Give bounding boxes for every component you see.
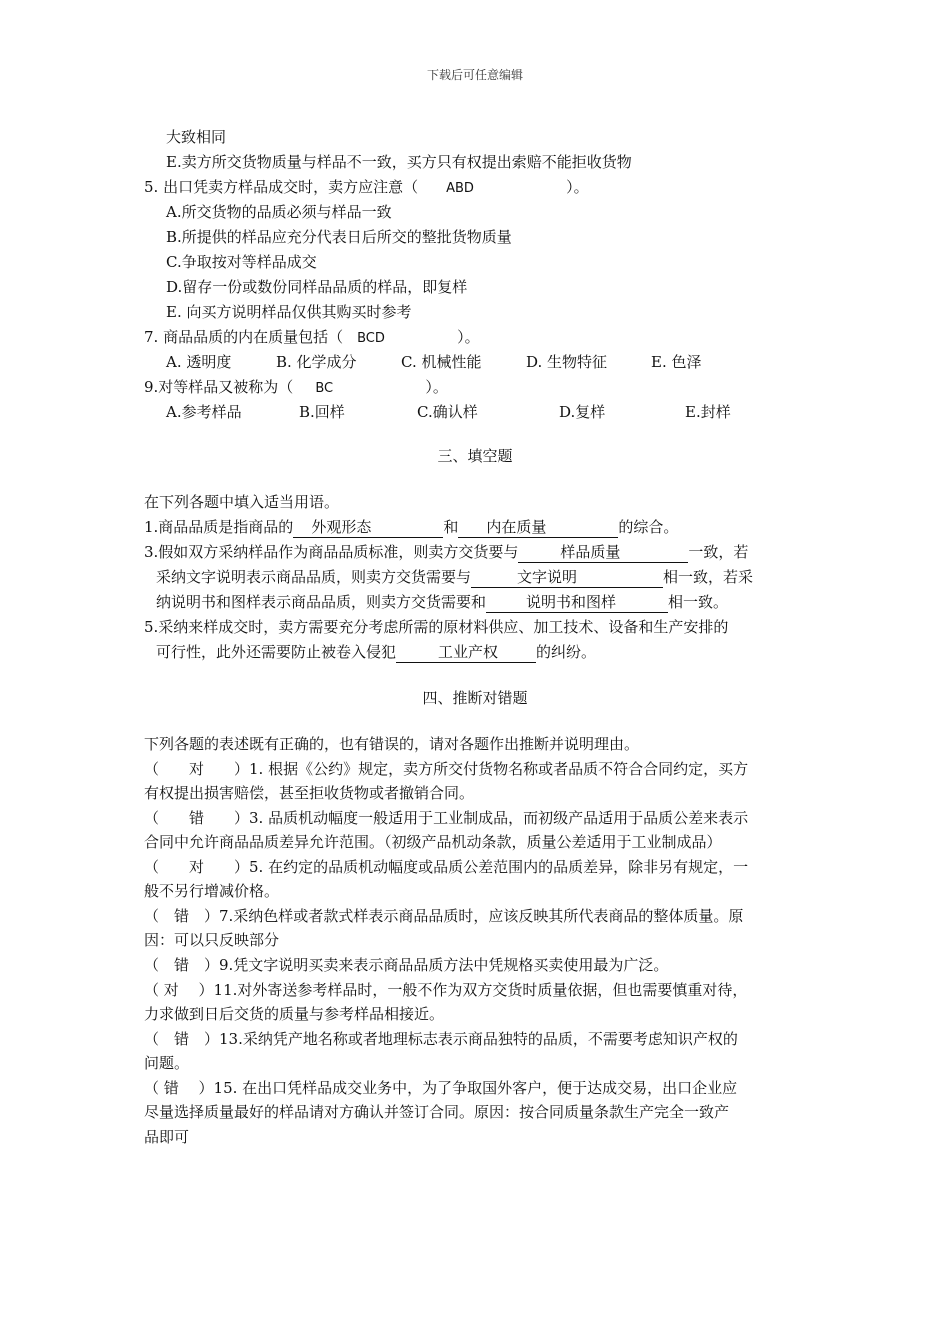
fill-item-3-line-3 [156,592,728,613]
fill-text: 和 [443,518,459,536]
fill-blank: 样品质量 [518,542,688,563]
q9-option: E.封样 [685,403,731,421]
mc-line-2: E.卖方所交货物质量与样品不一致，买方只有权提出索赔不能拒收货物 [166,153,632,171]
fill-text: 纳说明书和图样表示商品品质，则卖方交货需要和 [156,593,487,611]
q7-option: D. 生物特征 [526,353,608,371]
fill-text: 1.商品品质是指商品的 [144,518,294,536]
page-header: 下载后可任意编辑 [426,68,523,82]
question-7 [144,327,480,349]
fill-item-5-line-2 [156,642,596,663]
tf-item-1-line-2: 有权提出损害赔偿，甚至拒收货物或者撤销合同。 [144,784,475,802]
fill-text: 相一致，若采 [663,568,754,586]
tf-item-15-line-3: 品即可 [144,1128,190,1146]
tf-item-1-line-1: （ 对 ）1. 根据《公约》规定，卖方所交付货物名称或者品质不符合合同约定，买方 [144,760,749,778]
q9-answer: BC [315,381,334,396]
q5-option-c: C.争取按对等样品成交 [166,253,317,271]
tf-item-13-line-2: 问题。 [144,1054,190,1072]
fill-text: 采纳文字说明表示商品品质，则卖方交货需要与 [156,568,472,586]
tf-item-5-line-2: 般不另行增减价格。 [144,882,280,900]
tf-item-15-line-2: 尽量选择质量最好的样品请对方确认并签订合同。原因：按合同质量条款生产完全一致产 [144,1103,730,1121]
q7-options [166,352,702,372]
q5-option-e: E. 向买方说明样品仅供其购买时参考 [166,303,412,321]
q7-end: ）。 [457,328,480,346]
q7-option: C. 机械性能 [401,353,482,371]
q9-option: D.复样 [559,403,606,421]
question-5 [144,177,589,199]
fill-text: 的综合。 [618,518,679,536]
q5-stem: 5. 出口凭卖方样品成交时，卖方应注意（ [144,178,419,196]
tf-item-9: （ 错 ）9.凭文字说明买卖来表示商品品质方法中凭规格买卖使用最为广泛。 [144,956,669,974]
q9-end: ）。 [425,378,448,396]
q7-stem: 7. 商品品质的内在质量包括（ [144,328,344,346]
q5-option-a: A.所交货物的品质必须与样品一致 [166,203,392,221]
fill-blank: 文字说明 [471,567,663,588]
tf-item-7-line-1: （ 错 ）7.采纳色样或者款式样表示商品品质时，应该反映其所代表商品的整体质量。原 [144,907,744,925]
question-9 [144,377,448,399]
fill-text: 3.假如双方采纳样品作为商品品质标准，则卖方交货要与 [144,543,519,561]
mc-line-1: 大致相同 [166,128,227,146]
fill-text: 可行性，此外还需要防止被卷入侵犯 [156,643,397,661]
fill-section-title: 三、填空题 [437,447,513,465]
q9-option: B.回样 [299,403,345,421]
tf-intro: 下列各题的表述既有正确的，也有错误的，请对各题作出推断并说明理由。 [144,735,640,753]
fill-blank: 内在质量 [458,517,618,538]
fill-item-1 [144,517,678,538]
tf-item-3-line-1: （ 错 ）3. 品质机动幅度一般适用于工业制成品，而初级产品适用于品质公差来表示 [144,809,749,827]
fill-text: 的纠纷。 [536,643,597,661]
fill-item-3-line-2 [156,567,753,588]
q7-answer: BCD [357,331,385,346]
tf-item-7-line-2: 因：可以只反映部分 [144,931,280,949]
fill-text: 一致，若 [688,543,749,561]
tf-item-13-line-1: （ 错 ）13.采纳凭产地名称或者地理标志表示商品独特的品质，不需要考虑知识产权的 [144,1030,738,1048]
tf-item-11-line-1: （ 对 ）11.对外寄送参考样品时，一般不作为双方交货时质量依据，但也需要慎重对待， [144,981,748,999]
tf-item-15-line-1: （ 错 ）15. 在出口凭样品成交业务中，为了争取国外客户，便于达成交易，出口企业应 [144,1079,738,1097]
q5-option-b: B.所提供的样品应充分代表日后所交的整批货物质量 [166,228,512,246]
q9-option: A.参考样品 [166,403,242,421]
q7-option: B. 化学成分 [276,353,357,371]
q5-end: ）。 [566,178,589,196]
tf-item-11-line-2: 力求做到日后交货的质量与参考样品相接近。 [144,1005,445,1023]
tf-item-5-line-1: （ 对 ）5. 在约定的品质机动幅度或品质公差范围内的品质差异，除非另有规定，一 [144,858,749,876]
tf-section-title: 四、推断对错题 [422,689,528,707]
fill-blank: 说明书和图样 [486,592,668,613]
q5-option-d: D.留存一份或数份同样品品质的样品，即复样 [166,278,468,296]
q7-option: A. 透明度 [166,353,232,371]
q9-option: C.确认样 [417,403,478,421]
fill-blank: 工业产权 [396,642,536,663]
q7-option: E. 色泽 [651,353,702,371]
fill-item-3-line-1 [144,542,748,563]
q9-options [166,402,731,422]
fill-text: 相一致。 [668,593,729,611]
fill-item-5-line-1: 5.采纳来样成交时，卖方需要充分考虑所需的原材料供应、加工技术、设备和生产安排的 [144,618,729,636]
fill-blank: 外观形态 [293,517,443,538]
q5-answer: ABD [446,181,474,196]
fill-intro: 在下列各题中填入适当用语。 [144,493,340,511]
tf-item-3-line-2: 合同中允许商品品质差异允许范围。（初级产品机动条款，质量公差适用于工业制成品） [144,833,722,851]
q9-stem: 9.对等样品又被称为（ [144,378,294,396]
